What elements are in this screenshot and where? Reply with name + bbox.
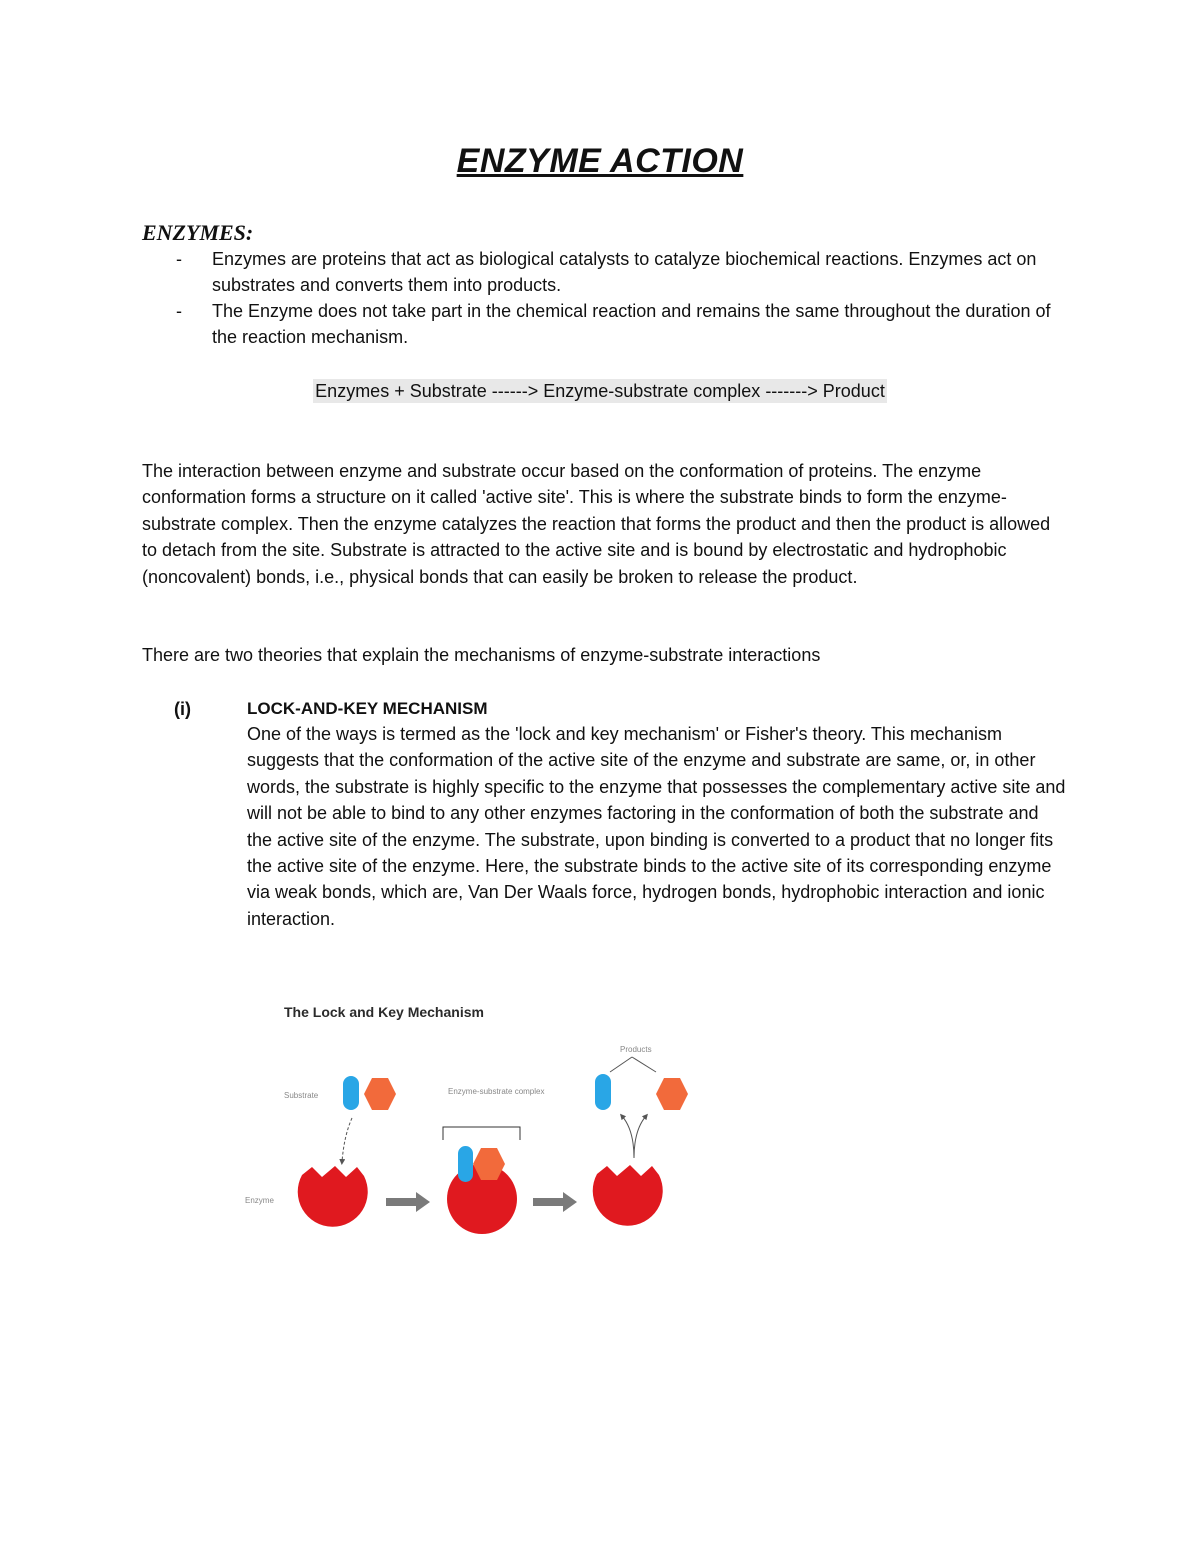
- binding-arrow: [342, 1118, 352, 1162]
- bullet-item: [142, 246, 1062, 298]
- products-pointer-right: [632, 1057, 656, 1072]
- reaction-arrow-1: [386, 1192, 430, 1212]
- bullet-text: The Enzyme does not take part in the chemical reaction and remains the same throughout the duration of the reaction mechanism.: [212, 301, 1051, 347]
- reaction-equation-text: Enzymes + Substrate ------> Enzyme-substrate complex -------> Product: [315, 381, 885, 401]
- reaction-arrow-2: [533, 1192, 577, 1212]
- mechanism-number: (i): [174, 699, 191, 719]
- products-label: Products: [620, 1045, 652, 1054]
- release-arrow-right: [634, 1116, 646, 1158]
- enzymes-bullet-list: [142, 246, 1062, 350]
- bullet-marker: -: [176, 249, 182, 269]
- bullet-marker: -: [176, 301, 182, 321]
- lock-and-key-figure: [240, 990, 720, 1250]
- enzyme-stage-1: [298, 1166, 368, 1227]
- bullet-item: [142, 298, 1062, 350]
- complex-substrate-blue: [458, 1146, 473, 1182]
- page-title: ENZYME ACTION: [456, 142, 744, 180]
- product-orange: [656, 1078, 688, 1110]
- mechanism-text: One of the ways is termed as the 'lock and key mechanism' or Fisher's theory. This mechanism suggests that the conformation of the active site of the enzyme and substrate are same, or, in other words, the substrate is highly specific to the enzyme that possesses the complementary active site and will not be able to bind to any other enzymes factoring in the conformation of both the substrate and the active site of the enzyme. The substrate, upon binding is converted to a product that no longer fits the active site of the enzyme. Here, the substrate binds to the active site of its corresponding enzyme via weak bonds, which are, Van Der Waals force, hydrogen bonds, hydrophobic interaction and ionic interaction.: [247, 724, 1066, 929]
- mechanism-heading: LOCK-AND-KEY MECHANISM: [247, 699, 488, 718]
- enzyme-stage-3: [593, 1165, 663, 1226]
- substrate-orange-part: [364, 1078, 396, 1110]
- products-pointer-left: [610, 1057, 632, 1072]
- interaction-paragraph: The interaction between enzyme and substrate occur based on the conformation of proteins. The enzyme conformation forms a structure on it called 'active site'. This is where the substrate binds to form the enzyme-substrate complex. Then the enzyme catalyzes the reaction that forms the product and then the product is allowed to detach from the site. Substrate is attracted to the active site and is bound by electrostatic and hydrophobic (noncovalent) bonds, i.e., physical bonds that can easily be broken to release the product.: [142, 461, 1051, 587]
- complex-label: Enzyme-substrate complex: [448, 1087, 545, 1096]
- substrate-blue-part: [343, 1076, 359, 1110]
- enzyme-label: Enzyme: [245, 1196, 274, 1205]
- lock-and-key-diagram: [240, 990, 720, 1250]
- substrate-label: Substrate: [284, 1091, 319, 1100]
- figure-title: The Lock and Key Mechanism: [284, 1004, 484, 1020]
- enzymes-heading: ENZYMES:: [142, 220, 254, 245]
- reaction-equation: [0, 378, 1200, 404]
- complex-bracket: [443, 1127, 520, 1140]
- bullet-text: Enzymes are proteins that act as biological catalysts to catalyze biochemical reactions. Enzymes act on substrates and converts them into products.: [212, 249, 1037, 295]
- release-arrow-left: [622, 1116, 634, 1158]
- theories-paragraph: There are two theories that explain the mechanisms of enzyme-substrate interactions: [142, 645, 821, 665]
- product-blue: [595, 1074, 611, 1110]
